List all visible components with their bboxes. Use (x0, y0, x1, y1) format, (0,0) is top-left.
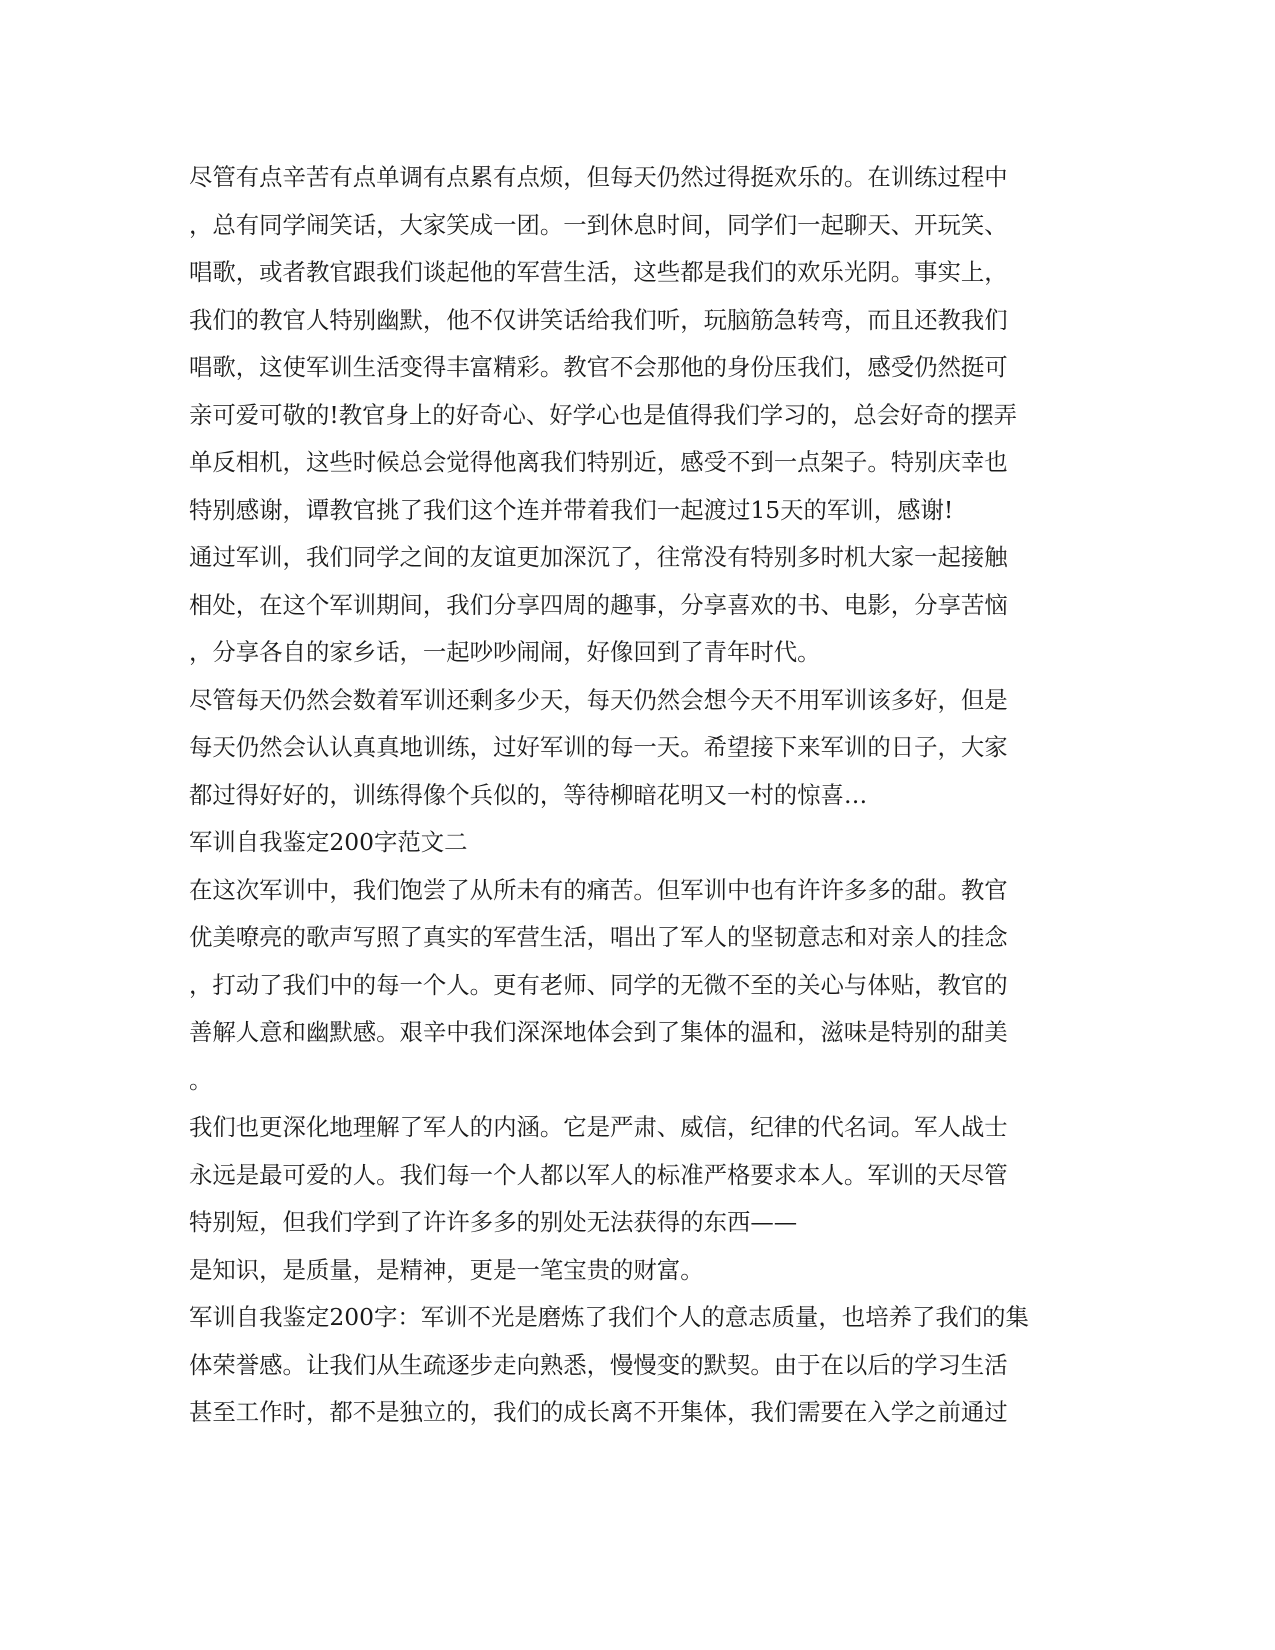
text-line: 甚至工作时，都不是独立的，我们的成长离不开集体，我们需要在入学之前通过 (189, 1398, 1008, 1426)
text-line: 尽管有点辛苦有点单调有点累有点烦，但每天仍然过得挺欢乐的。在训练过程中 (189, 163, 1008, 191)
text-line: 是知识，是质量，是精神，更是一笔宝贵的财富。 (189, 1255, 704, 1284)
text-line: 善解人意和幽默感。艰辛中我们深深地体会到了集体的温和，滋味是特别的甜美 (189, 1018, 1008, 1046)
text-line: 亲可爱可敬的!教官身上的好奇心、好学心也是值得我们学习的，总会好奇的摆弄 (189, 400, 1018, 429)
text-line: 相处，在这个军训期间，我们分享四周的趣事，分享喜欢的书、电影，分享苦恼 (189, 590, 1008, 619)
text-line: 我们也更深化地理解了军人的内涵。它是严肃、威信，纪律的代名词。军人战士 (189, 1113, 1008, 1141)
text-line: 永远是最可爱的人。我们每一个人都以军人的标准严格要求本人。军训的天尽管 (189, 1160, 1008, 1189)
text-line: 。 (189, 1065, 213, 1094)
body-text (189, 154, 1089, 1437)
text-line: 特别短，但我们学到了许许多多的别处无法获得的东西—— (189, 1208, 798, 1236)
text-line: ，打动了我们中的每一个人。更有老师、同学的无微不至的关心与体贴，教官的 (189, 970, 1008, 999)
text-line: 在这次军训中，我们饱尝了从所未有的痛苦。但军训中也有许许多多的甜。教官 (189, 875, 1008, 904)
text-line: 通过军训，我们同学之间的友谊更加深沉了，往常没有特别多时机大家一起接触 (189, 543, 1008, 571)
text-line: 优美嘹亮的歌声写照了真实的军营生活，唱出了军人的坚韧意志和对亲人的挂念 (189, 923, 1008, 951)
text-line: 单反相机，这些时候总会觉得他离我们特别近，感受不到一点架子。特别庆幸也 (189, 448, 1008, 476)
text-line: 军训自我鉴定200字：军训不光是磨炼了我们个人的意志质量，也培养了我们的集 (189, 1303, 1029, 1331)
text-line: 我们的教官人特别幽默，他不仅讲笑话给我们听，玩脑筋急转弯，而且还教我们 (189, 305, 1008, 334)
text-line: ，分享各自的家乡话，一起吵吵闹闹，好像回到了青年时代。 (189, 638, 821, 666)
text-line: 尽管每天仍然会数着军训还剩多少天，每天仍然会想今天不用军训该多好，但是 (189, 685, 1008, 714)
text-line: 唱歌，或者教官跟我们谈起他的军营生活，这些都是我们的欢乐光阴。事实上， (189, 258, 1008, 286)
text-line: 体荣誉感。让我们从生疏逐步走向熟悉，慢慢变的默契。由于在以后的学习生活 (189, 1350, 1008, 1379)
text-line: ，总有同学闹笑话，大家笑成一团。一到休息时间，同学们一起聊天、开玩笑、 (189, 210, 1008, 239)
text-line: 每天仍然会认认真真地训练，过好军训的每一天。希望接下来军训的日子，大家 (189, 733, 1008, 761)
text-line: 唱歌，这使军训生活变得丰富精彩。教官不会那他的身份压我们，感受仍然挺可 (189, 353, 1008, 381)
text-line: 特别感谢，谭教官挑了我们这个连并带着我们一起渡过15天的军训，感谢! (189, 495, 954, 524)
section-heading: 军训自我鉴定200字范文二 (189, 828, 468, 856)
text-line: 都过得好好的，训练得像个兵似的，等待柳暗花明又一村的惊喜… (189, 780, 868, 809)
